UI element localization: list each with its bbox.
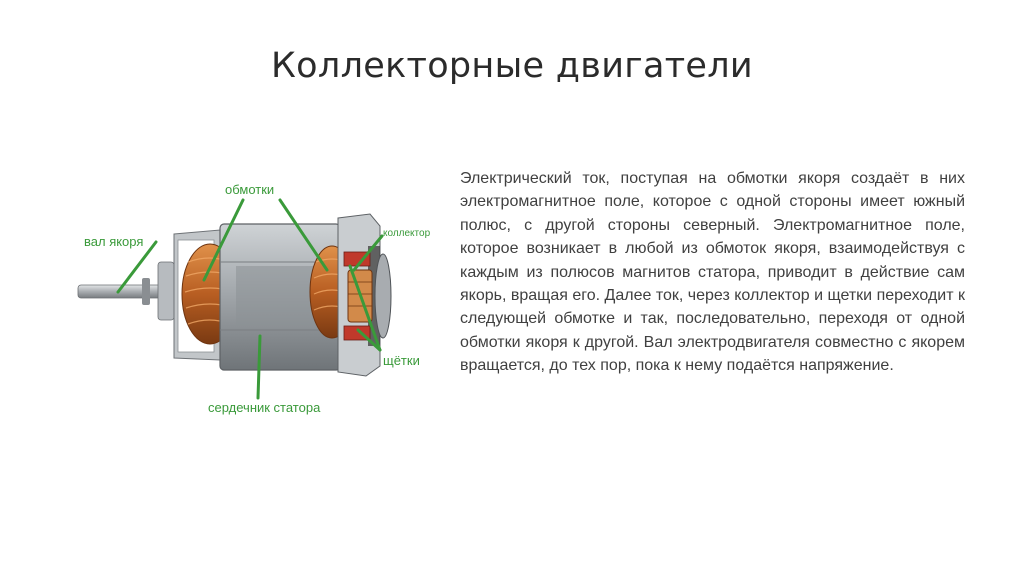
label-collector: коллектор xyxy=(383,228,431,239)
leader-shaft xyxy=(118,242,156,292)
motor-figure xyxy=(70,170,460,430)
motor-illustration xyxy=(70,170,460,430)
leader-core xyxy=(258,336,260,398)
label-stator-core: сердечник статора xyxy=(208,400,321,415)
body-paragraph: Электрический ток, поступая на обмотки якоря создаёт в них электромагнитное поле, которое с одной стороны имеет южный полюс, с другой стороны северный. Электромагнитное поле, которое возникает в любой из обмоток якоря, взаимодействуя с каждым из полюсов магнитов статора, приводит в действие сам якорь, вращая его. Далее ток, через коллектор и щетки переходит к следующей обмотке и так, последовательно, переходя от одной обмотки якоря к другой. Вал электродвигателя совместно с якорем вращается, до тех пор, пока к нему подаётся напряжение. xyxy=(460,170,965,375)
slide-title: Коллекторные двигатели xyxy=(271,46,753,86)
label-shaft: вал якоря xyxy=(84,234,144,249)
label-windings: обмотки xyxy=(225,182,275,197)
label-brushes: щётки xyxy=(383,353,420,368)
